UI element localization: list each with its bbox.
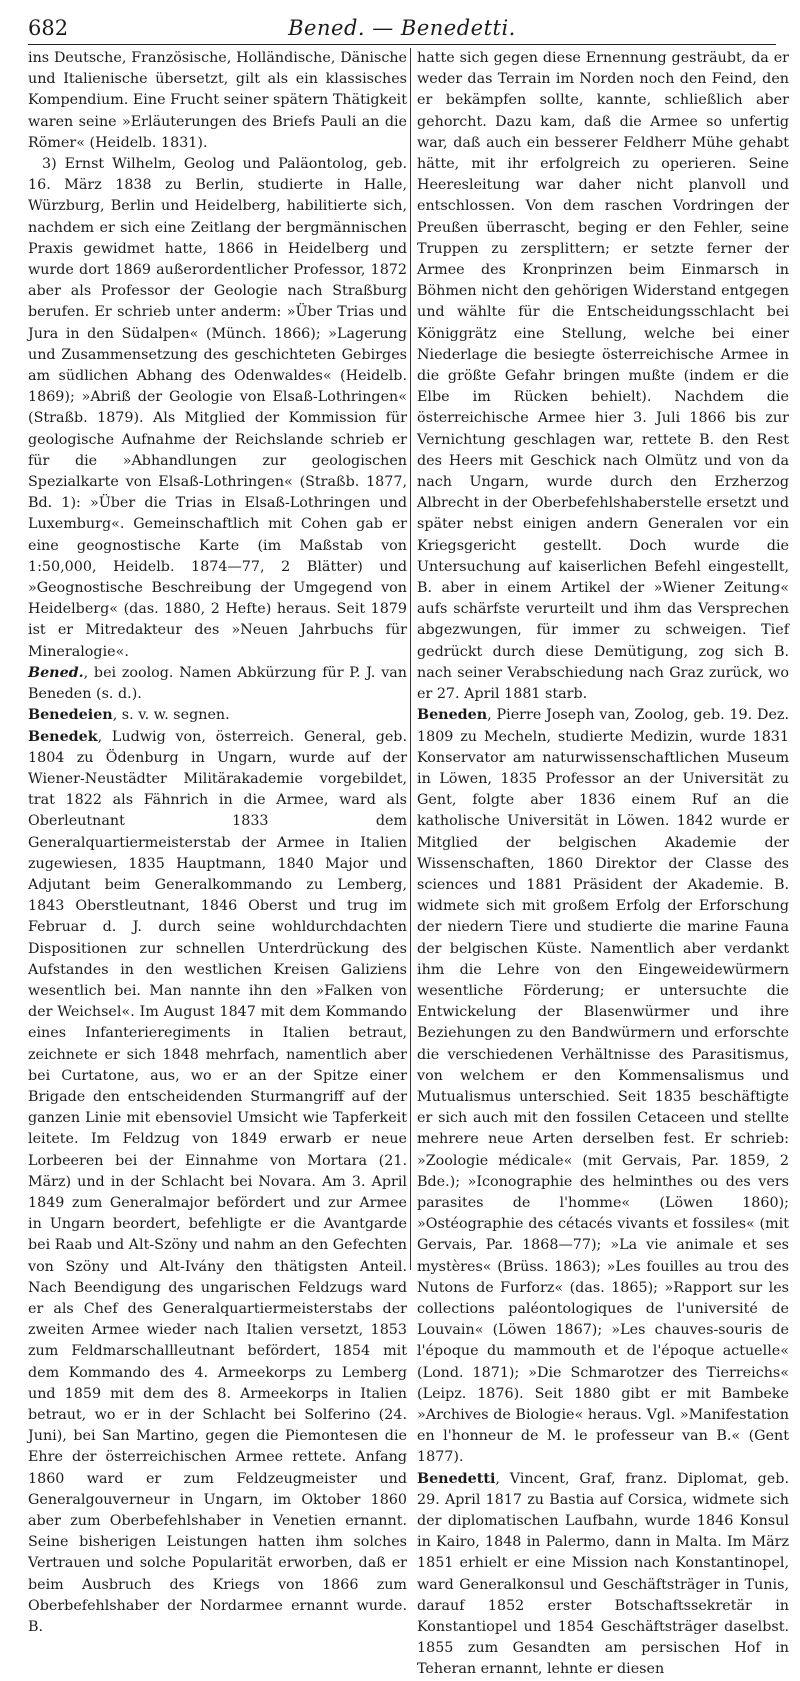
left-column — [28, 48, 407, 1636]
entry-headword: Benedeien — [28, 707, 113, 724]
entry-headword: Bened. — [28, 664, 84, 681]
running-head: Bened. — Benedetti. — [288, 16, 516, 40]
header-rule — [28, 44, 776, 45]
entry-text: 3) Ernst Wilhelm, Geolog und Paläontolog, geb. 16. März 1838 zu Berlin, studierte in Halle, Würzburg, Berlin und Heidelberg, habilitierte sich, nachdem er sich eine Zeitlang der bergmännischen Praxis gewidmet hatte, 1866 in Heidelberg und wurde dort 1869 außerordentlicher Professor, 1872 aber als Professor der Geologie nach Straßburg berufen. Er schrieb unter anderm: »Über Trias und Jura in den Südalpen« (Münch. 1866); »Lagerung und Zusammensetzung des geschichteten Gebirges am südlichen Abhang des Odenwaldes« (Heidelb. 1869); »Abriß der Geologie von Elsaß-Lothringen« (Straßb. 1879). Als Mitglied der Kommission für geologische Aufnahme der Reichslande schrieb er für die »Abhandlungen zur geologischen Spezialkarte von Elsaß-Lothringen« (Straßb. 1877, Bd. 1): »Über die Trias in Elsaß-Lothringen und Luxemburg«. Gemeinschaftlich mit Cohen gab er eine geognostische Karte (im Maßstab von 1:50,000, Heidelb. 1874—77, 2 Blätter) und »Geognostische Beschreibung der Umgegend von Heidelberg« (das. 1880, 2 Hefte) heraus. Seit 1879 ist er Mitredakteur des »Neuen Jahrbuchs für Mineralogie«. — [28, 156, 407, 660]
entry-text: ins Deutsche, Französische, Holländische, Dänische und Italienische übersetzt, gilt als ein klassisches Kompendium. Eine Frucht seiner spätern Thätigkeit waren seine »Erläuterungen des Briefs Pauli an die Römer« (Heidelb. 1831). — [28, 50, 407, 151]
paragraph — [417, 1469, 789, 1681]
entry-text: , bei zoolog. Namen Abkürzung für P. J. van Beneden (s. d.). — [28, 664, 407, 703]
entry-text: , Pierre Joseph van, Zoolog, geb. 19. Dez. 1809 zu Mecheln, studierte Medizin, wurde 1831 Konservator am naturwissenschaftlichen Museum in Löwen, 1835 Professor an der Universität zu Gent, folgte aber 1836 einem Ruf an die katholische Universität in Löwen. 1842 wurde er Mitglied der belgischen Akademie der Wissenschaften, 1860 Direktor der Classe des sciences und 1881 Präsident der Akademie. B. widmete sich mit großem Erfolg der Erforschung der niedern Tiere und studierte die marine Fauna der belgischen Küste. Namentlich aber verdankt ihm die Lehre von den Eingeweidewürmern wesentliche Förderung; er untersuchte die Entwickelung der Blasenwürmer und ihre Beziehungen zu den Bandwürmern und erforschte die verschiedenen Verhältnisse des Parasitismus, von welchem er den Kommensalismus und Mutualismus unterschied. Seit 1835 beschäftigte er sich auch mit den fossilen Cetaceen und stellte mehrere neue Arten derselben fest. Er schrieb: »Zoologie médicale« (mit Gervais, Par. 1859, 2 Bde.); »Iconographie des helminthes ou des vers parasites de l'homme« (Löwen 1860); »Ostéographie des cétacés vivants et fossiles« (mit Gervais, Par. 1868—77); »La vie animale et ses mystères« (Brüss. 1863); »Les fouilles au trou des Nutons de Furforz« (das. 1865); »Rapport sur les collections paléontologiques de l'université de Louvain« (Löwen 1867); »Les chauves-souris de l'époque du mammouth et de l'époque actuelle« (Lond. 1871); »Die Schmarotzer des Tierreichs« (Leipz. 1876). Seit 1880 gibt er mit Bambeke »Archives de Biologie« heraus. Vgl. »Manifestation en l'honneur de M. le professeur van B.« (Gent 1877). — [417, 707, 789, 1466]
paragraph — [417, 705, 789, 1468]
entry-headword: Benedek — [28, 728, 98, 745]
entry-text: , Ludwig von, österreich. General, geb. 1804 zu Ödenburg in Ungarn, wurde auf der Wiener-Neustädter Militärakademie vorgebildet, trat 1822 als Fähnrich in die Armee, ward als Oberleutnant 1833 dem Generalquartiermeisterstab der Armee in Italien zugewiesen, 1835 Hauptmann, 1840 Major und Adjutant beim Generalkommando zu Lemberg, 1843 Oberstleutnant, 1846 Oberst und trug im Februar d. J. durch seine wohldurchdachten Dispositionen zur schnellen Unterdrückung des Aufstandes in den westlichen Kreisen Galiziens wesentlich bei. Man nannte ihn den »Falken von der Weichsel«. Im August 1847 mit dem Kommando eines Infanterieregiments in Italien betraut, zeichnete er sich 1848 mehrfach, namentlich aber bei Curtatone, aus, wo er an der Spitze einer Brigade den entscheidenden Sturmangriff auf der ganzen Linie mit ebensoviel Umsicht wie Tapferkeit leitete. Im Feldzug von 1849 erwarb er neue Lorbeeren bei der Einnahme von Mortara (21. März) und in der Schlacht bei Novara. Am 3. April 1849 zum Generalmajor befördert und zur Armee in Ungarn beordert, befehligte er die Avantgarde bei Raab und Alt-Szöny und nahm an den Gefechten von Szöny und Alt-Ivány den thätigsten Anteil. Nach Beendigung des ungarischen Feldzugs ward er als Chef des Generalquartiermeisterstabs der zweiten Armee wieder nach Italien versetzt, 1853 zum Feldmarschallleutnant befördert, 1854 mit dem Kommando des 4. Armeekorps zu Lemberg und 1859 mit dem des 8. Armeekorps in Italien betraut, wo er in der Schlacht bei Solferino (24. Juni), bei San Martino, gegen die Piemontesen die Ehre der österreichischen Armee rettete. Anfang 1860 ward er zum Feldzeugmeister und Generalgouverneur in Ungarn, im Oktober 1860 aber zum Oberbefehlshaber in Venetien ernannt. Seine bisherigen Leistungen hatten ihm solches Vertrauen und solche Popularität erworben, daß er beim Ausbruch des Kriegs von 1866 zum Oberbefehlshaber der Nordarmee ernannt wurde. B. — [28, 728, 407, 1636]
paragraph — [28, 727, 407, 1639]
entry-headword: Benedetti — [417, 1470, 496, 1487]
paragraph — [28, 154, 407, 663]
entry-headword: Beneden — [417, 707, 488, 724]
column-divider — [410, 48, 411, 1270]
paragraph — [28, 663, 407, 705]
page-header — [28, 10, 776, 44]
paragraph — [28, 48, 407, 154]
entry-text: hatte sich gegen diese Ernennung gesträubt, da er weder das Terrain im Norden noch den Feind, den er bekämpfen sollte, kannte, schließlich aber gehorcht. Dazu kam, daß die Armee so unfertig war, daß auch ein besserer Feldherr Mühe gehabt hätte, mit ihr erfolgreich zu operieren. Seine Heeresleitung war daher nicht planvoll und entschlossen. Von dem raschen Vordringen der Preußen überrascht, beging er den Fehler, seine Truppen zu zersplittern; er setzte ferner der Armee des Kronprinzen beim Einmarsch in Böhmen nicht den gehörigen Widerstand entgegen und wählte für die Entscheidungsschlacht bei Königgrätz eine Stellung, welche bei einer Niederlage die besiegte österreichische Armee in die größte Gefahr bringen mußte (indem er die Elbe im Rücken behielt). Nachdem die österreichische Armee hier 3. Juli 1866 bis zur Vernichtung geschlagen war, rettete B. den Rest des Heers mit Geschick nach Olmütz und von da nach Ungarn, wurde durch den Erzherzog Albrecht in der Oberbefehlshaberstelle ersetzt und später nebst einigen andern Generalen vor ein Kriegsgericht gestellt. Doch wurde die Untersuchung auf kaiserlichen Befehl eingestellt, B. aber in einem Artikel der »Wiener Zeitung« aufs schärfste verurteilt und ihm das Versprechen abgezwungen, für immer zu schweigen. Tief gedrückt durch diese Demütigung, zog sich B. nach seiner Verabschiedung nach Graz zurück, wo er 27. April 1881 starb. — [417, 50, 789, 703]
paragraph — [417, 48, 789, 705]
entry-text: , Vincent, Graf, franz. Diplomat, geb. 29. April 1817 zu Bastia auf Corsica, widmete sich der diplomatischen Laufbahn, wurde 1846 Konsul in Kairo, 1848 in Palermo, dann in Malta. Im März 1851 erhielt er eine Mission nach Konstantinopel, ward Generalkonsul und Geschäftsträger in Tunis, darauf 1852 erster Botschaftssekretär in Konstantiopel und 1854 Geschäftsträger daselbst. 1855 zum Gesandten am persischen Hof in Teheran ernannt, lehnte er diesen — [417, 1470, 789, 1678]
paragraph — [28, 705, 407, 726]
entry-text: , s. v. w. segnen. — [112, 707, 230, 724]
right-column — [417, 48, 789, 1678]
page-number: 682 — [28, 16, 69, 40]
